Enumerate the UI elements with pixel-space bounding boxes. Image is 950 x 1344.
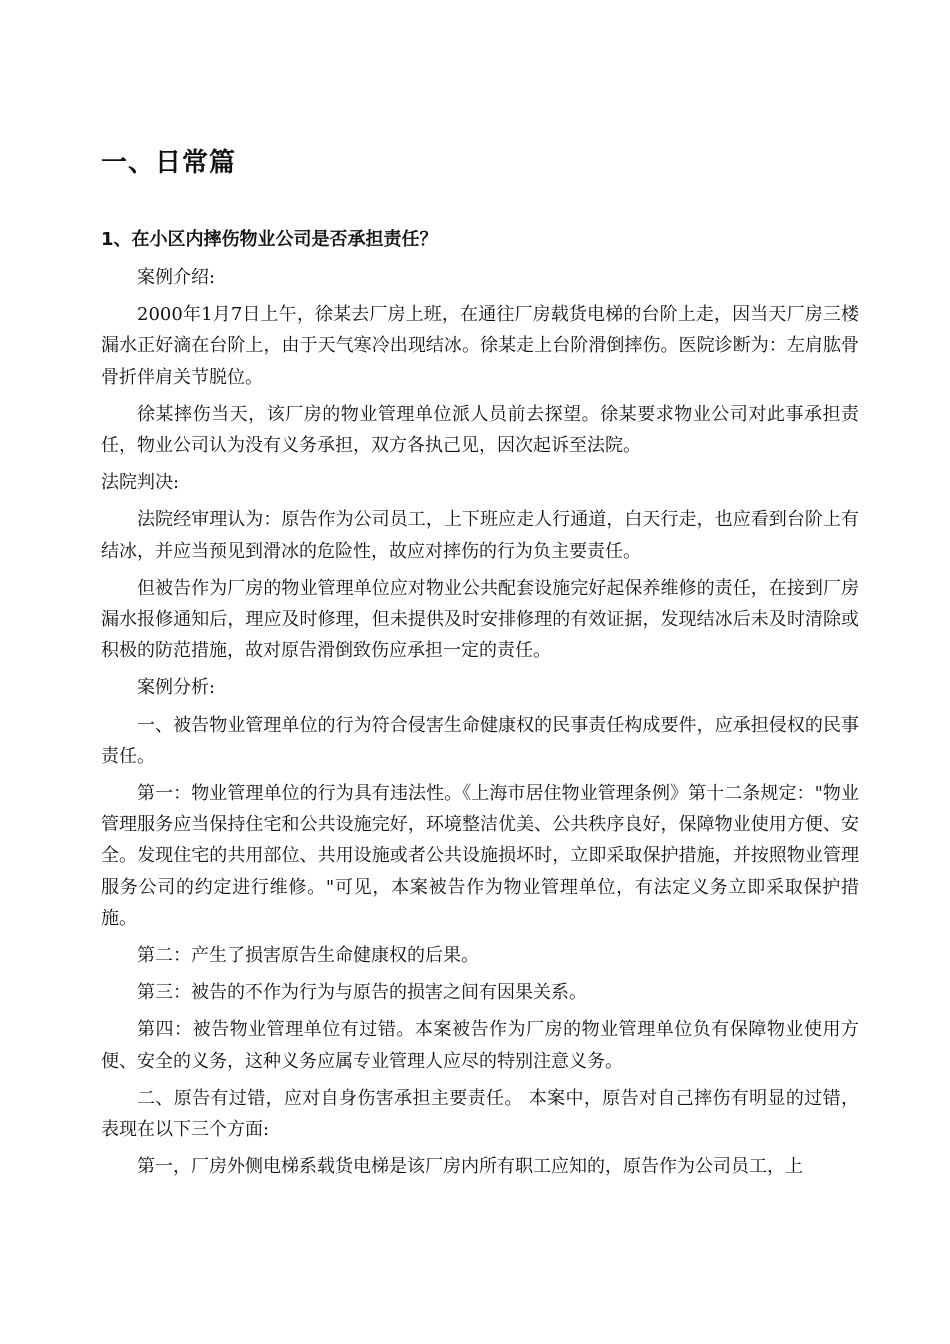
paragraph: 徐某摔伤当天，该厂房的物业管理单位派人员前去探望。徐某要求物业公司对此事承担责任，物业公司认为没有义务承担，双方各执己见，因次起诉至法院。 — [101, 403, 859, 457]
document-body — [101, 262, 859, 1188]
paragraph: 一、被告物业管理单位的行为符合侵害生命健康权的民事责任构成要件，应承担侵权的民事责任。 — [101, 714, 859, 767]
paragraph: 第一，厂房外侧电梯系载货电梯是该厂房内所有职工应知的，原告作为公司员工，上 — [137, 1156, 803, 1178]
paragraph: 案例介绍: — [137, 267, 216, 288]
chapter-title: 一、日常篇 — [101, 148, 237, 178]
paragraph: 案例分析: — [137, 677, 216, 699]
paragraph: 第二：产生了损害原告生命健康权的后果。 — [137, 945, 479, 967]
paragraph: 法院判决: — [101, 472, 180, 494]
paragraph: 第三：被告的不作为行为与原告的损害之间有因果关系。 — [137, 982, 587, 1004]
paragraph: 法院经审理认为：原告作为公司员工，上下班应走人行通道，白天行走，也应看到台阶上有结冰，并应当预见到滑冰的危险性，故应对摔伤的行为负主要责任。 — [101, 509, 859, 562]
paragraph: 第四：被告物业管理单位有过错。本案被告作为厂房的物业管理单位负有保障物业使用方便、安全的义务，这种义务应属专业管理人应尽的特别注意义务。 — [101, 1019, 859, 1072]
paragraph: 但被告作为厂房的物业管理单位应对物业公共配套设施完好起保养维修的责任，在接到厂房漏水报修通知后，理应及时修理，但未提供及时安排修理的有效证据，发现结冰后未及时清除或积极的防范措施，故对原告滑倒致伤应承担一定的责任。 — [101, 577, 859, 662]
paragraph: 第一：物业管理单位的行为具有违法性。《上海市居住物业管理条例》第十二条规定："物业管理服务应当保持住宅和公共设施完好，环境整洁优美、公共秩序良好，保障物业使用方便、安全。发现住宅的共用部位、共用设施或者公共设施损坏时，立即采取保护措施，并按照物业管理服务公司的约定进行维修。"可见，本案被告作为物业管理单位，有法定义务立即采取保护措施。 — [101, 783, 859, 929]
section-title: 1、在小区内摔伤物业公司是否承担责任？ — [101, 229, 438, 250]
paragraph: 二、原告有过错，应对自身伤害承担主要责任。 本案中，原告对自己摔伤有明显的过错，表现在以下三个方面: — [101, 1087, 859, 1141]
paragraph: 2000年1月7日上午，徐某去厂房上班，在通往厂房载货电梯的台阶上走，因当天厂房三楼漏水正好滴在台阶上，由于天气寒冷出现结冰。徐某走上台阶滑倒摔伤。医院诊断为：左肩肱骨骨折伴肩关节脱位。 — [101, 304, 859, 388]
